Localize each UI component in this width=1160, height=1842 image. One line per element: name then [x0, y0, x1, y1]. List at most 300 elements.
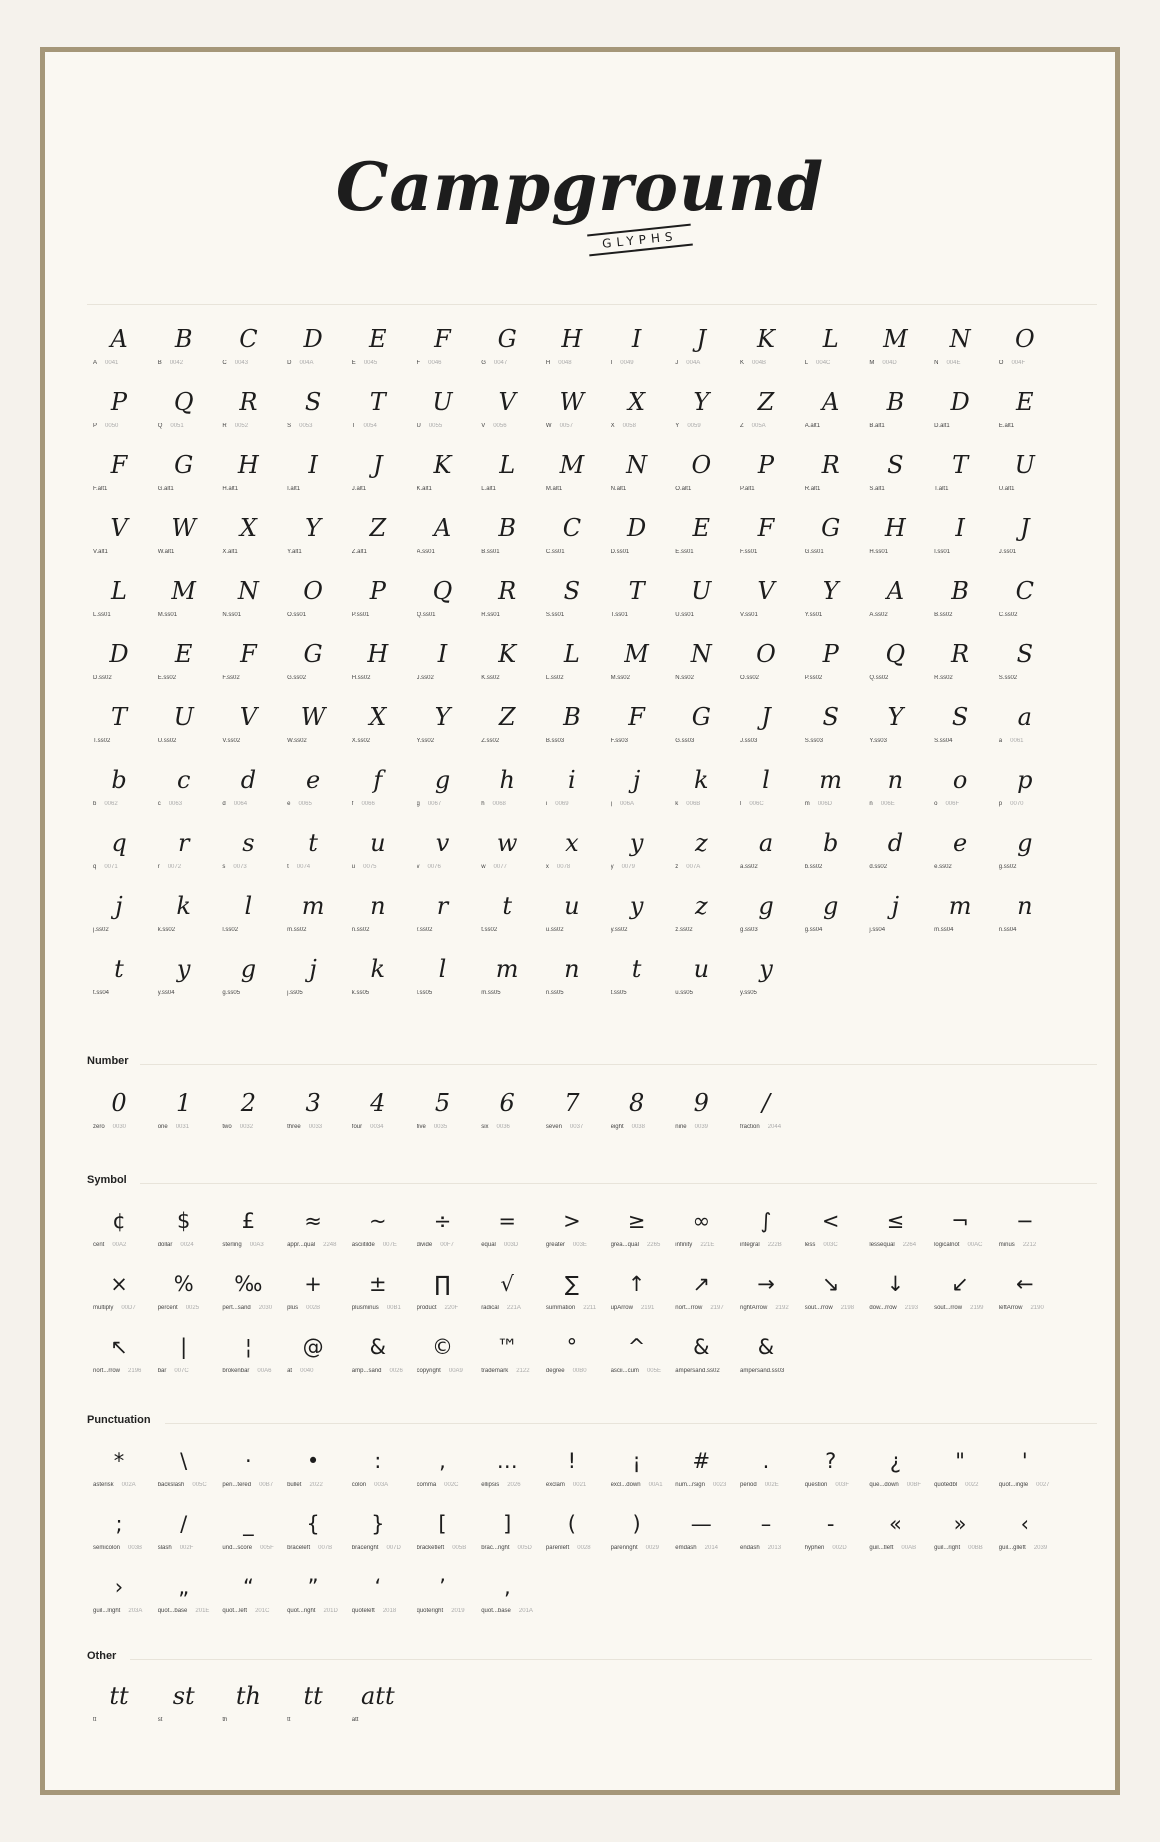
glyph-caption	[611, 486, 673, 492]
glyph-sample: o	[952, 766, 968, 794]
glyph-caption	[222, 1305, 284, 1311]
glyph-codepoint: 0027	[1036, 1482, 1050, 1488]
section-heading-number: Number	[87, 1055, 129, 1067]
glyph-sample: 8	[628, 1089, 645, 1117]
glyph-cell	[863, 761, 927, 821]
glyph-name: ampersand.ss02	[675, 1368, 720, 1374]
glyph-sample: Y	[822, 577, 839, 605]
glyph-cell	[475, 1505, 539, 1565]
glyph-caption	[417, 1368, 479, 1374]
glyph-cell	[734, 1265, 798, 1325]
glyph-name: att	[351, 1717, 359, 1723]
glyph-name: summation	[545, 1305, 576, 1311]
glyph-caption	[352, 927, 414, 933]
glyph-name: n.ss04	[998, 927, 1017, 933]
glyph-cell	[87, 1265, 151, 1325]
glyph-cell	[411, 761, 475, 821]
glyph-name: nort...rrow	[93, 1368, 121, 1374]
glyph-sample: “	[242, 1575, 254, 1599]
glyph-cell	[475, 887, 539, 947]
glyph-cell	[87, 761, 151, 821]
glyph-sample: ÷	[433, 1209, 452, 1233]
glyph-codepoint: 00B1	[386, 1305, 401, 1311]
glyph-name: G.alt1	[157, 486, 174, 492]
glyph-caption	[934, 486, 996, 492]
glyph-cell	[216, 446, 280, 506]
glyph-caption	[546, 612, 608, 618]
glyph-caption	[999, 360, 1061, 366]
glyph-codepoint: 0034	[370, 1124, 384, 1130]
glyph-codepoint: 0039	[694, 1124, 708, 1130]
glyph-name: J	[675, 360, 679, 366]
glyph-cell	[87, 1084, 151, 1144]
glyph-name: degree	[545, 1368, 565, 1374]
glyph-sample: t	[114, 955, 124, 983]
glyph-name: quotedbl	[934, 1482, 958, 1488]
glyph-cell	[152, 572, 216, 632]
glyph-caption	[740, 423, 802, 429]
glyph-name: g.ss02	[998, 864, 1017, 870]
glyph-codepoint: 2192	[775, 1305, 789, 1311]
glyph-sample: U	[432, 388, 453, 416]
glyph-sample: g	[758, 892, 774, 920]
glyph-cell	[928, 1265, 992, 1325]
glyph-caption	[481, 1305, 543, 1311]
glyph-cell	[411, 1568, 475, 1628]
glyph-cell	[928, 761, 992, 821]
glyph-sample: S	[887, 451, 904, 479]
glyph-name: l.ss02	[222, 927, 239, 933]
glyph-caption	[352, 1482, 414, 1488]
glyph-caption	[869, 801, 931, 807]
glyph-codepoint: 006B	[686, 801, 701, 807]
glyph-name: semicolon	[93, 1545, 121, 1551]
glyph-sample: /	[180, 1512, 188, 1536]
glyph-sample: q	[111, 829, 127, 857]
glyph-caption	[675, 990, 737, 996]
glyph-sample: ©	[432, 1335, 453, 1359]
glyph-codepoint: 0031	[175, 1124, 190, 1130]
glyph-cell	[669, 761, 733, 821]
glyph-name: m	[804, 801, 810, 807]
glyph-name: k.ss05	[351, 990, 370, 996]
glyph-caption	[417, 1608, 479, 1614]
glyph-name: Z	[740, 423, 744, 429]
glyph-cell	[540, 1505, 604, 1565]
glyph-name: logicalnot	[934, 1242, 960, 1248]
glyph-name: v	[416, 864, 420, 870]
glyph-sample: P	[757, 451, 775, 479]
glyph-codepoint: 2191	[640, 1305, 655, 1311]
glyph-caption	[287, 360, 349, 366]
glyph-cell	[863, 446, 927, 506]
glyph-cell	[540, 509, 604, 569]
glyph-sample: ≈	[304, 1209, 322, 1233]
glyph-codepoint: 201A	[518, 1608, 533, 1614]
glyph-codepoint: 00A2	[112, 1242, 127, 1248]
glyph-cell	[928, 383, 992, 443]
glyph-codepoint: 0079	[621, 864, 635, 870]
glyph-sample: d	[240, 766, 257, 794]
glyph-cell	[346, 509, 410, 569]
glyph-codepoint: 006D	[817, 801, 833, 807]
glyph-name: Z.alt1	[351, 549, 367, 555]
logo-title: Campground	[335, 148, 825, 226]
glyph-name: four	[351, 1124, 363, 1130]
glyph-cell	[863, 887, 927, 947]
glyph-sample: j	[309, 955, 317, 983]
glyph-caption	[481, 1482, 543, 1488]
glyph-name: j	[610, 801, 612, 807]
glyph-sample: U	[1014, 451, 1035, 479]
glyph-cell	[993, 1505, 1057, 1565]
glyph-sample: R	[498, 577, 517, 605]
glyph-caption	[869, 549, 931, 555]
glyph-caption	[158, 1368, 220, 1374]
glyph-caption	[740, 675, 802, 681]
glyph-cell	[863, 1265, 927, 1325]
glyph-sample: 5	[434, 1089, 451, 1117]
glyph-sample: ™	[496, 1335, 518, 1359]
glyph-caption	[611, 1482, 673, 1488]
glyph-cell	[216, 1568, 280, 1628]
glyph-cell	[993, 446, 1057, 506]
glyph-caption	[675, 1368, 737, 1374]
glyph-codepoint: 0066	[361, 801, 375, 807]
glyph-cell	[605, 1265, 669, 1325]
glyph-caption	[352, 738, 414, 744]
glyph-name: S.ss03	[804, 738, 824, 744]
glyph-name: pert...sand	[222, 1305, 251, 1311]
glyph-cell	[87, 383, 151, 443]
glyph-caption	[481, 1242, 543, 1248]
glyph-sample: ”	[307, 1575, 319, 1599]
glyph-caption	[740, 801, 802, 807]
glyph-name: O.alt1	[675, 486, 692, 492]
glyph-sample: g	[434, 766, 451, 794]
glyph-name: five	[416, 1124, 426, 1130]
glyph-caption	[999, 1305, 1061, 1311]
glyph-sample: N	[690, 640, 712, 668]
glyph-sample: °	[566, 1335, 578, 1359]
glyph-name: ampersand.ss03	[740, 1368, 785, 1374]
glyph-caption	[352, 360, 414, 366]
glyph-cell	[281, 320, 345, 380]
glyph-name: N	[934, 360, 939, 366]
glyph-cell	[605, 761, 669, 821]
glyph-name: bar	[157, 1368, 167, 1374]
header-divider	[87, 304, 1097, 305]
glyph-name: Y	[675, 423, 680, 429]
glyph-codepoint: 0062	[104, 801, 118, 807]
glyph-sample: F	[240, 640, 257, 668]
glyph-caption	[675, 1482, 737, 1488]
glyph-name: D	[287, 360, 292, 366]
glyph-codepoint: 0071	[104, 864, 118, 870]
glyph-name: B.ss01	[481, 549, 500, 555]
glyph-sample: S	[1016, 640, 1034, 668]
glyph-name: asterisk	[93, 1482, 114, 1488]
glyph-caption	[999, 927, 1061, 933]
glyph-cell	[928, 698, 992, 758]
glyph-name: U.ss01	[675, 612, 694, 618]
glyph-sample: S	[822, 703, 839, 731]
glyph-codepoint: 0032	[239, 1124, 254, 1130]
glyph-cell	[669, 509, 733, 569]
glyph-codepoint: 005D	[517, 1545, 532, 1551]
glyph-cell	[928, 1442, 992, 1502]
glyph-cell	[152, 1505, 216, 1565]
glyph-name: e	[287, 801, 291, 807]
glyph-cell	[87, 635, 151, 695]
glyph-sample: T	[369, 388, 386, 416]
glyph-sample: P	[822, 640, 839, 668]
glyph-cell	[734, 824, 798, 884]
glyph-sample: n	[1017, 892, 1033, 920]
glyph-cell	[216, 887, 280, 947]
glyph-sample: Q	[432, 577, 453, 605]
glyph-cell	[411, 635, 475, 695]
glyph-name: y.ss02	[610, 927, 628, 933]
glyph-name: Y.ss03	[869, 738, 887, 744]
glyph-caption	[611, 801, 673, 807]
glyph-name: divide	[416, 1242, 433, 1248]
glyph-cell	[216, 1202, 280, 1262]
glyph-name: z.ss02	[675, 927, 693, 933]
glyph-sample: i	[568, 766, 576, 794]
glyph-codepoint: 0054	[363, 423, 377, 429]
glyph-name: amp...sand	[351, 1368, 382, 1374]
glyph-cell	[799, 446, 863, 506]
glyph-caption	[934, 612, 996, 618]
glyph-codepoint: 006F	[945, 801, 960, 807]
glyph-caption	[417, 801, 479, 807]
glyph-caption	[740, 1124, 802, 1130]
glyph-cell	[475, 824, 539, 884]
glyph-caption	[546, 549, 608, 555]
glyph-sample: Y	[693, 388, 710, 416]
glyph-name: quot...ingle	[998, 1482, 1029, 1488]
glyph-sample: 6	[499, 1089, 515, 1117]
glyph-codepoint: 00F7	[440, 1242, 454, 1248]
glyph-cell	[669, 1084, 733, 1144]
glyph-caption	[481, 423, 543, 429]
glyph-caption	[675, 612, 737, 618]
glyph-caption	[352, 675, 414, 681]
glyph-name: multiply	[93, 1305, 114, 1311]
glyph-sample: c	[176, 766, 191, 794]
glyph-name: X.alt1	[222, 549, 238, 555]
glyph-caption	[93, 486, 155, 492]
glyph-sample: E	[692, 514, 711, 542]
glyph-name: I.alt1	[287, 486, 301, 492]
glyph-caption	[740, 360, 802, 366]
glyph-sample: K	[757, 325, 775, 353]
glyph-name: zero	[93, 1124, 105, 1130]
glyph-name: i	[545, 801, 548, 807]
glyph-name: nort...rrow	[675, 1305, 703, 1311]
glyph-sample: ?	[825, 1449, 837, 1473]
glyph-name: n	[869, 801, 873, 807]
glyph-sample: G	[821, 514, 841, 542]
glyph-cell	[799, 572, 863, 632]
glyph-cell	[928, 572, 992, 632]
glyph-name: L.ss02	[545, 675, 564, 681]
glyph-name: th	[222, 1717, 228, 1723]
glyph-caption	[352, 1305, 414, 1311]
glyph-sample: ±	[368, 1272, 387, 1296]
glyph-cell	[346, 950, 410, 1010]
glyph-codepoint: 004C	[816, 360, 831, 366]
glyph-name: six	[481, 1124, 489, 1130]
glyph-sample: .	[762, 1449, 770, 1473]
other-divider	[130, 1659, 1092, 1660]
glyph-caption	[869, 738, 931, 744]
glyph-cell	[281, 1505, 345, 1565]
glyph-caption	[287, 990, 349, 996]
glyph-cell	[605, 1442, 669, 1502]
glyph-cell	[475, 950, 539, 1010]
glyph-caption	[93, 1482, 155, 1488]
glyph-name: G.ss03	[675, 738, 695, 744]
glyph-name: o	[934, 801, 938, 807]
glyph-cell	[475, 1442, 539, 1502]
glyph-sample: w	[496, 829, 518, 857]
glyph-sample: att	[360, 1682, 395, 1710]
glyph-sample: ¿	[889, 1449, 901, 1473]
glyph-cell	[152, 1442, 216, 1502]
glyph-name: fraction	[740, 1124, 760, 1130]
glyph-name: question	[804, 1482, 828, 1488]
glyph-name: G.ss02	[287, 675, 307, 681]
glyph-sample: O	[303, 577, 323, 605]
glyph-caption	[546, 1545, 608, 1551]
glyph-sample: a	[1017, 703, 1032, 731]
symbol-divider	[140, 1183, 1097, 1184]
glyph-name: L.ss01	[93, 612, 111, 618]
glyph-cell	[152, 1202, 216, 1262]
glyph-caption	[805, 1305, 867, 1311]
glyph-caption	[352, 1717, 414, 1723]
glyph-caption	[869, 1545, 931, 1551]
glyph-cell	[346, 446, 410, 506]
glyph-name: T	[351, 423, 356, 429]
glyph-name: V.ss01	[740, 612, 758, 618]
glyph-cell	[734, 383, 798, 443]
glyph-cell	[734, 446, 798, 506]
poster-frame	[40, 47, 1120, 1795]
glyph-sample: $	[177, 1209, 191, 1233]
glyph-caption	[417, 423, 479, 429]
glyph-sample: m	[819, 766, 843, 794]
glyph-name: ellipsis	[481, 1482, 500, 1488]
glyph-name: quot...right	[287, 1608, 316, 1614]
glyph-cell	[669, 824, 733, 884]
glyph-sample: W	[300, 703, 326, 731]
glyph-caption	[158, 486, 220, 492]
glyph-sample: O	[1014, 325, 1035, 353]
glyph-sample: ∫	[760, 1209, 772, 1233]
glyph-cell	[346, 1084, 410, 1144]
glyph-sample: D	[626, 514, 647, 542]
glyph-cell	[540, 1265, 604, 1325]
glyph-name: s	[222, 864, 226, 870]
glyph-name: period	[740, 1482, 757, 1488]
glyph-name: A.alt1	[804, 423, 821, 429]
glyph-sample: ‹	[1020, 1512, 1029, 1536]
glyph-cell	[216, 635, 280, 695]
glyph-caption	[93, 1124, 155, 1130]
glyph-name: I.ss01	[934, 549, 951, 555]
glyph-name: B.ss02	[934, 612, 953, 618]
glyph-cell	[605, 572, 669, 632]
glyph-cell	[281, 446, 345, 506]
glyph-sample: e	[305, 766, 321, 794]
glyph-sample: y	[759, 955, 773, 983]
glyph-name: parenright	[610, 1545, 638, 1551]
glyph-codepoint: 201D	[323, 1608, 338, 1614]
glyph-name: G	[481, 360, 486, 366]
glyph-cell	[216, 509, 280, 569]
glyph-caption	[934, 675, 996, 681]
glyph-cell	[152, 1265, 216, 1325]
glyph-caption	[869, 1242, 931, 1248]
glyph-sample: M	[624, 640, 649, 668]
glyph-name: x	[545, 864, 549, 870]
glyph-name: u	[351, 864, 356, 870]
glyph-codepoint: 00B0	[572, 1368, 587, 1374]
glyph-name: H.ss01	[869, 549, 889, 555]
glyph-caption	[158, 1608, 220, 1614]
glyph-sample: y	[176, 955, 191, 983]
glyph-sample: b	[111, 766, 127, 794]
glyph-codepoint: 2248	[323, 1242, 337, 1248]
glyph-cell	[605, 698, 669, 758]
glyph-name: B.alt1	[869, 423, 885, 429]
glyph-cell	[540, 446, 604, 506]
glyph-caption	[675, 1305, 737, 1311]
glyph-caption	[805, 1482, 867, 1488]
glyph-name: U.ss02	[157, 738, 177, 744]
glyph-caption	[999, 675, 1061, 681]
glyph-sample: &	[693, 1335, 710, 1359]
glyph-caption	[481, 486, 543, 492]
glyph-sample: P	[110, 388, 128, 416]
glyph-sample: f	[373, 766, 383, 794]
glyph-sample: :	[374, 1449, 382, 1473]
glyph-cell	[152, 383, 216, 443]
glyph-name: H.alt1	[222, 486, 239, 492]
glyph-caption	[675, 801, 737, 807]
glyph-sample: R	[951, 640, 970, 668]
glyph-codepoint: 2196	[128, 1368, 142, 1374]
glyph-cell	[411, 1265, 475, 1325]
glyph-name: und...score	[222, 1545, 253, 1551]
glyph-sample: Y	[887, 703, 904, 731]
glyph-name: m.ss05	[481, 990, 501, 996]
glyph-cell	[281, 383, 345, 443]
glyph-name: g	[416, 801, 420, 807]
glyph-caption	[805, 864, 867, 870]
glyph-sample: E	[1016, 388, 1034, 416]
glyph-cell	[993, 383, 1057, 443]
glyph-caption	[352, 549, 414, 555]
glyph-cell	[863, 509, 927, 569]
glyph-caption	[222, 801, 284, 807]
glyph-sample: −	[1015, 1209, 1034, 1233]
glyph-sample: H	[561, 325, 583, 353]
glyph-codepoint: 007A	[686, 864, 701, 870]
